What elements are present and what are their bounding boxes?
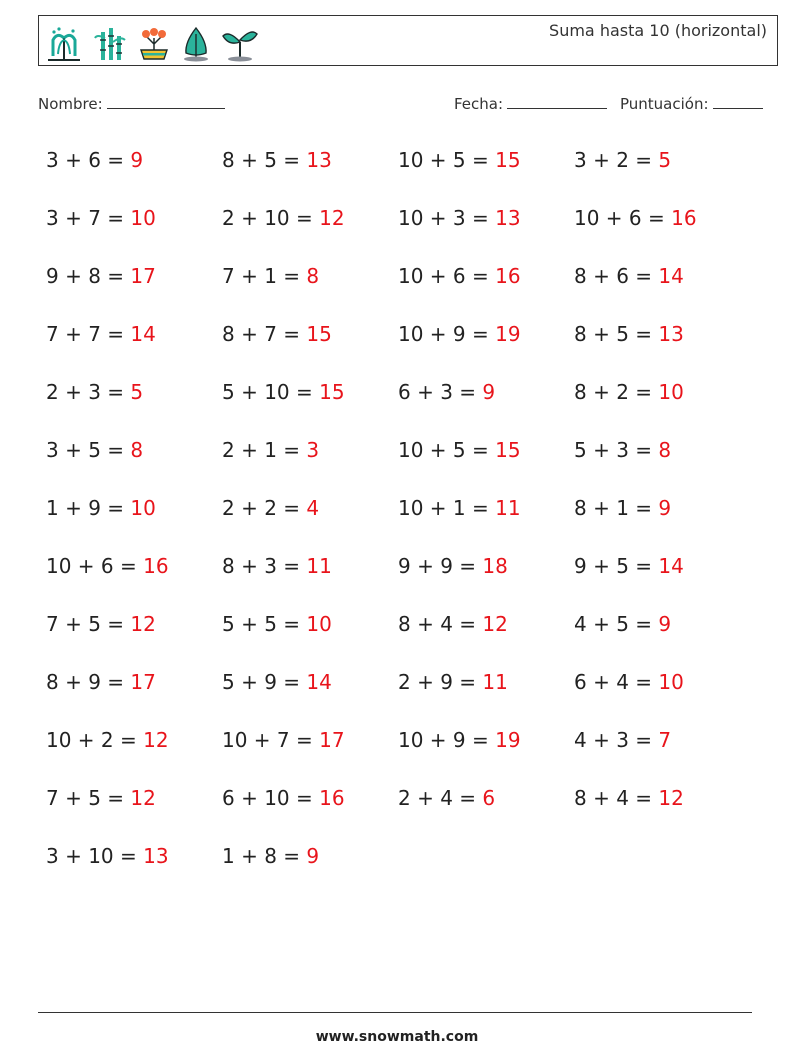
- problem-item: [398, 666, 508, 698]
- problem-question: 2 + 2 =: [222, 496, 307, 520]
- problem-answer: 11: [306, 554, 332, 578]
- problem-answer: 19: [495, 322, 521, 346]
- problem-answer: 14: [658, 264, 684, 288]
- problem-answer: 17: [319, 728, 345, 752]
- problem-item: [574, 434, 671, 466]
- problem-question: 10 + 3 =: [398, 206, 496, 230]
- problem-question: 10 + 9 =: [398, 728, 496, 752]
- problem-answer: 9: [658, 612, 672, 636]
- name-label: Nombre:: [38, 95, 103, 113]
- problem-item: [574, 144, 671, 176]
- problem-question: 7 + 7 =: [46, 322, 131, 346]
- problem-question: 5 + 3 =: [574, 438, 659, 462]
- problem-answer: 9: [306, 844, 320, 868]
- problem-question: 10 + 1 =: [398, 496, 496, 520]
- problem-question: 9 + 9 =: [398, 554, 483, 578]
- problem-item: [574, 666, 684, 698]
- student-info-row: [38, 94, 771, 116]
- problem-item: [46, 666, 156, 698]
- problem-item: [222, 782, 345, 814]
- problem-item: [46, 260, 156, 292]
- problem-item: [46, 840, 169, 872]
- problem-question: 8 + 4 =: [574, 786, 659, 810]
- problem-item: [574, 376, 684, 408]
- problem-answer: 10: [658, 380, 684, 404]
- problem-question: 2 + 3 =: [46, 380, 131, 404]
- problem-question: 5 + 5 =: [222, 612, 307, 636]
- problem-item: [574, 608, 671, 640]
- problem-row: [46, 666, 750, 724]
- problem-answer: 8: [306, 264, 320, 288]
- problem-item: [222, 434, 319, 466]
- problem-question: 10 + 5 =: [398, 148, 496, 172]
- problem-item: [46, 724, 169, 756]
- problem-item: [574, 782, 684, 814]
- problem-question: 3 + 6 =: [46, 148, 131, 172]
- problem-question: 4 + 3 =: [574, 728, 659, 752]
- problem-question: 3 + 10 =: [46, 844, 144, 868]
- problem-item: [46, 318, 156, 350]
- problem-item: [222, 376, 345, 408]
- problem-item: [222, 608, 332, 640]
- problem-item: [222, 202, 345, 234]
- problem-item: [574, 318, 684, 350]
- header-icons: [45, 22, 259, 62]
- problem-item: [46, 782, 156, 814]
- problem-answer: 12: [482, 612, 508, 636]
- problem-question: 9 + 8 =: [46, 264, 131, 288]
- problem-item: [46, 434, 143, 466]
- problem-question: 8 + 5 =: [222, 148, 307, 172]
- problem-answer: 10: [130, 206, 156, 230]
- problem-answer: 6: [482, 786, 496, 810]
- problem-item: [46, 144, 143, 176]
- problem-item: [398, 434, 521, 466]
- problem-answer: 12: [130, 786, 156, 810]
- problem-item: [574, 492, 671, 524]
- problem-question: 2 + 9 =: [398, 670, 483, 694]
- problem-row: [46, 202, 750, 260]
- problem-item: [398, 782, 495, 814]
- problem-answer: 19: [495, 728, 521, 752]
- date-blank: [507, 94, 607, 109]
- problem-answer: 4: [306, 496, 320, 520]
- problem-item: [222, 840, 319, 872]
- problem-answer: 15: [306, 322, 332, 346]
- problem-answer: 10: [306, 612, 332, 636]
- problem-item: [398, 376, 495, 408]
- problem-question: 1 + 9 =: [46, 496, 131, 520]
- problem-question: 1 + 8 =: [222, 844, 307, 868]
- problem-row: [46, 724, 750, 782]
- problem-answer: 3: [306, 438, 320, 462]
- date-field: [454, 94, 607, 113]
- problem-row: [46, 492, 750, 550]
- problem-item: [574, 724, 671, 756]
- score-label: Puntuación:: [620, 95, 709, 113]
- problem-question: 10 + 6 =: [46, 554, 144, 578]
- problem-row: [46, 782, 750, 840]
- problem-question: 8 + 1 =: [574, 496, 659, 520]
- problem-question: 10 + 9 =: [398, 322, 496, 346]
- problem-question: 8 + 5 =: [574, 322, 659, 346]
- problem-item: [398, 318, 521, 350]
- problem-item: [398, 550, 508, 582]
- problem-answer: 9: [658, 496, 672, 520]
- problem-question: 2 + 4 =: [398, 786, 483, 810]
- problem-item: [398, 260, 521, 292]
- problem-answer: 13: [658, 322, 684, 346]
- score-blank: [713, 94, 763, 109]
- problem-answer: 5: [130, 380, 144, 404]
- problem-item: [46, 376, 143, 408]
- problem-answer: 15: [319, 380, 345, 404]
- problem-item: [398, 144, 521, 176]
- problem-answer: 14: [306, 670, 332, 694]
- problem-item: [222, 724, 345, 756]
- footer-divider: [38, 1012, 752, 1013]
- problem-row: [46, 608, 750, 666]
- bamboo-icon: [93, 26, 127, 62]
- problem-answer: 18: [482, 554, 508, 578]
- problem-question: 8 + 7 =: [222, 322, 307, 346]
- problem-answer: 10: [658, 670, 684, 694]
- problem-row: [46, 840, 750, 898]
- problem-answer: 13: [306, 148, 332, 172]
- date-label: Fecha:: [454, 95, 504, 113]
- problem-question: 8 + 3 =: [222, 554, 307, 578]
- problem-answer: 16: [671, 206, 697, 230]
- problem-row: [46, 260, 750, 318]
- worksheet-title: Suma hasta 10 (horizontal): [549, 21, 767, 40]
- problem-question: 10 + 6 =: [398, 264, 496, 288]
- problem-answer: 16: [143, 554, 169, 578]
- problem-answer: 12: [143, 728, 169, 752]
- problem-question: 10 + 2 =: [46, 728, 144, 752]
- problem-question: 3 + 2 =: [574, 148, 659, 172]
- problem-row: [46, 318, 750, 376]
- problem-question: 7 + 5 =: [46, 612, 131, 636]
- problem-answer: 13: [143, 844, 169, 868]
- problem-question: 4 + 5 =: [574, 612, 659, 636]
- problem-answer: 17: [130, 670, 156, 694]
- footer-url: www.snowmath.com: [315, 1029, 479, 1045]
- problem-question: 2 + 10 =: [222, 206, 320, 230]
- problem-answer: 5: [658, 148, 672, 172]
- problem-answer: 12: [658, 786, 684, 810]
- problem-question: 2 + 1 =: [222, 438, 307, 462]
- problem-question: 10 + 5 =: [398, 438, 496, 462]
- problem-answer: 9: [482, 380, 496, 404]
- problem-question: 6 + 4 =: [574, 670, 659, 694]
- problem-item: [398, 608, 508, 640]
- problem-answer: 7: [658, 728, 672, 752]
- problem-grid: [46, 144, 750, 898]
- problem-item: [46, 608, 156, 640]
- problem-question: 7 + 1 =: [222, 264, 307, 288]
- problem-item: [398, 202, 521, 234]
- problem-question: 8 + 4 =: [398, 612, 483, 636]
- problem-item: [222, 492, 319, 524]
- problem-question: 7 + 5 =: [46, 786, 131, 810]
- problem-answer: 8: [658, 438, 672, 462]
- problem-answer: 14: [658, 554, 684, 578]
- problem-question: 5 + 10 =: [222, 380, 320, 404]
- problem-item: [574, 202, 697, 234]
- problem-answer: 12: [319, 206, 345, 230]
- problem-row: [46, 144, 750, 202]
- problem-row: [46, 376, 750, 434]
- problem-answer: 12: [130, 612, 156, 636]
- problem-answer: 11: [495, 496, 521, 520]
- problem-row: [46, 550, 750, 608]
- problem-question: 6 + 3 =: [398, 380, 483, 404]
- problem-row: [46, 434, 750, 492]
- problem-item: [222, 666, 332, 698]
- problem-question: 6 + 10 =: [222, 786, 320, 810]
- problem-question: 8 + 6 =: [574, 264, 659, 288]
- problem-item: [46, 550, 169, 582]
- problem-item: [46, 202, 156, 234]
- problem-answer: 17: [130, 264, 156, 288]
- problem-answer: 10: [130, 496, 156, 520]
- problem-item: [398, 492, 521, 524]
- flower-pot-icon: [137, 26, 171, 62]
- problem-item: [574, 550, 684, 582]
- problem-question: 9 + 5 =: [574, 554, 659, 578]
- problem-question: 5 + 9 =: [222, 670, 307, 694]
- name-blank: [107, 94, 225, 109]
- worksheet-header: [38, 15, 778, 66]
- score-field: [620, 94, 763, 113]
- willow-tree-icon: [45, 26, 83, 62]
- problem-answer: 14: [130, 322, 156, 346]
- problem-item: [222, 318, 332, 350]
- problem-item: [46, 492, 156, 524]
- name-field: [38, 94, 225, 113]
- problem-item: [398, 724, 521, 756]
- problem-answer: 9: [130, 148, 144, 172]
- problem-answer: 8: [130, 438, 144, 462]
- fir-tree-icon: [181, 26, 211, 62]
- problem-item: [574, 260, 684, 292]
- problem-question: 8 + 9 =: [46, 670, 131, 694]
- problem-item: [222, 144, 332, 176]
- problem-answer: 13: [495, 206, 521, 230]
- problem-answer: 11: [482, 670, 508, 694]
- problem-question: 10 + 6 =: [574, 206, 672, 230]
- problem-answer: 16: [319, 786, 345, 810]
- problem-question: 10 + 7 =: [222, 728, 320, 752]
- sprout-icon: [221, 26, 259, 62]
- problem-answer: 16: [495, 264, 521, 288]
- problem-item: [222, 260, 319, 292]
- problem-answer: 15: [495, 148, 521, 172]
- problem-question: 8 + 2 =: [574, 380, 659, 404]
- problem-item: [222, 550, 332, 582]
- problem-answer: 15: [495, 438, 521, 462]
- problem-question: 3 + 5 =: [46, 438, 131, 462]
- problem-question: 3 + 7 =: [46, 206, 131, 230]
